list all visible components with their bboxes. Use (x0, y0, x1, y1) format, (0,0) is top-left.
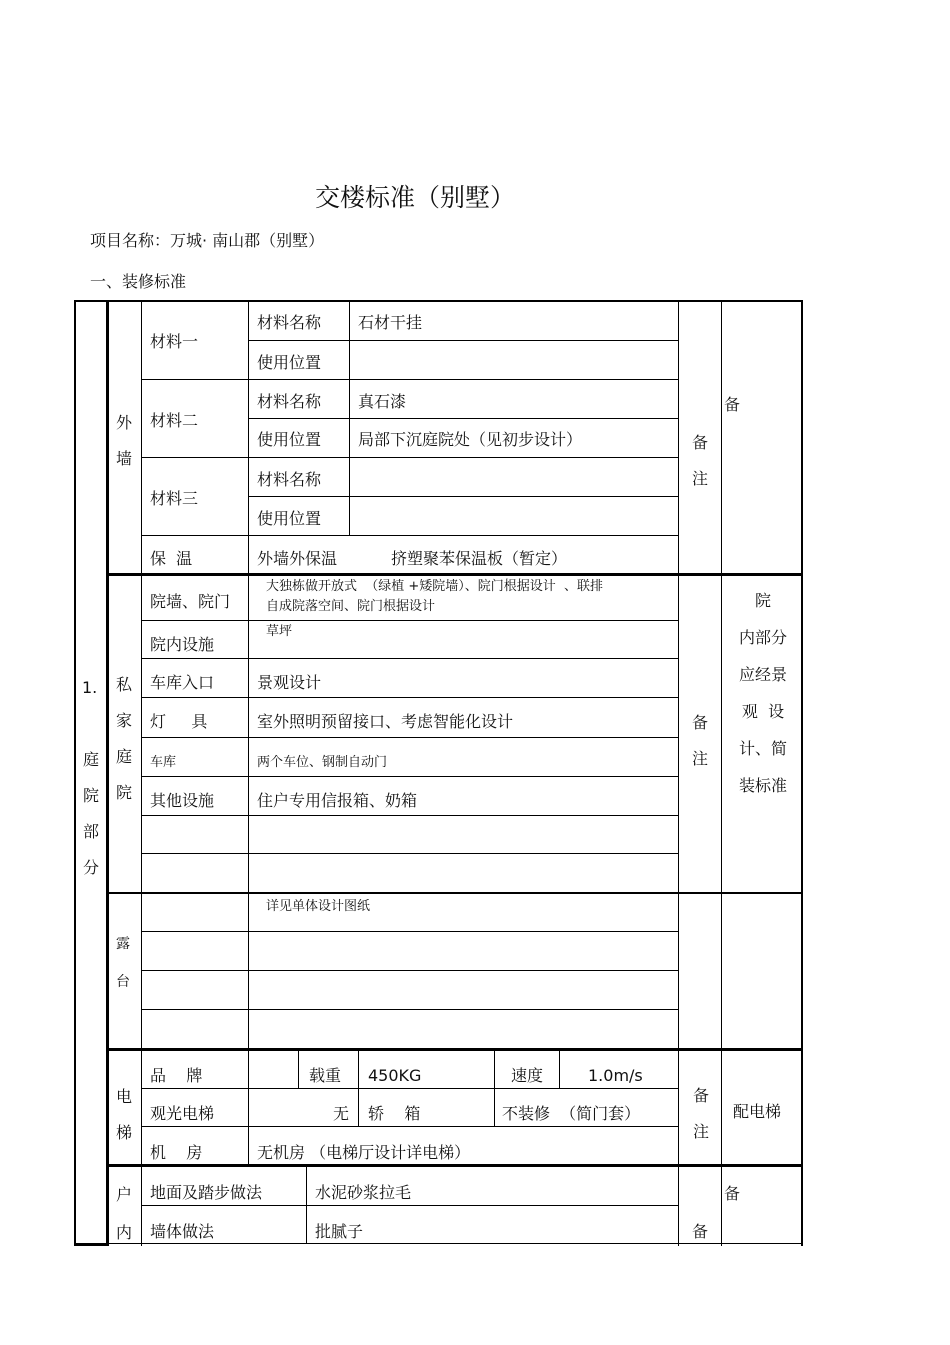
garden-wall-gate-text-1: 大独栋做开放式 （绿植 +矮院墙）、院门根据设计 、联排 (266, 579, 604, 594)
machine-room-value: 无机房 （电梯厅设计详电梯） (257, 1143, 471, 1162)
garage-text: 两个车位、钢制自动门 (257, 755, 388, 770)
terrace-text: 详见单体设计图纸 (266, 899, 371, 914)
private-garden-label: 私 家 庭 院 (115, 675, 132, 802)
garden-remark-label: 备 注 (691, 713, 708, 768)
insulation-type: 外墙外保温 (257, 549, 338, 568)
elevator-remark-text: 配电梯 (733, 1102, 782, 1121)
wall-remark-label: 备 注 (691, 433, 708, 488)
sightseeing-elevator-value: 无 (333, 1104, 350, 1123)
elevator-load-value: 450KG (368, 1066, 422, 1085)
material-2-label: 材料二 (150, 411, 199, 430)
garden-remark-text: 院 内部分 应经景 观 设 计、简 装标准 (738, 591, 787, 795)
elevator-car-label: 轿 箱 (368, 1104, 421, 1123)
garden-wall-gate-label: 院墙、院门 (150, 592, 231, 611)
indoor-remark-label: 备 (692, 1222, 709, 1241)
lighting-text: 室外照明预留接口、考虑智能化设计 (257, 712, 514, 731)
wall-method-label: 墙体做法 (150, 1222, 215, 1241)
section-heading: 一、装修标准 (90, 272, 187, 291)
material-3-position-label: 使用位置 (257, 509, 322, 528)
part-number: 1. (82, 678, 98, 697)
exterior-wall-label: 外 墙 (115, 413, 132, 468)
indoor-label: 户 内 (115, 1185, 132, 1242)
material-1-label: 材料一 (150, 332, 199, 351)
other-facility-label: 其他设施 (150, 791, 215, 810)
project-name: 项目名称：万城· 南山郡（别墅） (90, 231, 325, 250)
insulation-label: 保 温 (150, 549, 193, 568)
elevator-speed-label: 速度 (511, 1066, 544, 1085)
elevator-label: 电 梯 (115, 1087, 132, 1142)
lighting-label: 灯 具 (150, 712, 208, 731)
elevator-load-label: 载重 (309, 1066, 342, 1085)
machine-room-label: 机 房 (150, 1143, 203, 1162)
elevator-car-value: 不装修 （简门套） (502, 1104, 641, 1123)
garden-facility-text: 草坪 (266, 624, 293, 639)
part-name: 庭 院 部 分 (82, 750, 99, 877)
floor-method-text: 水泥砂浆拉毛 (315, 1183, 412, 1202)
wall-remark-text: 备 (724, 395, 741, 414)
material-2-name-value: 真石漆 (358, 392, 407, 411)
garage-entrance-label: 车库入口 (150, 673, 215, 692)
indoor-remark-text: 备 (724, 1184, 741, 1203)
garage-label: 车库 (150, 755, 177, 770)
elevator-speed-value: 1.0m/s (588, 1066, 643, 1085)
material-3-label: 材料三 (150, 489, 199, 508)
insulation-material: 挤塑聚苯保温板（暂定） (391, 549, 568, 568)
material-1-position-label: 使用位置 (257, 353, 322, 372)
elevator-brand-label: 品 牌 (150, 1066, 203, 1085)
material-1-name-label: 材料名称 (257, 313, 322, 332)
other-facility-text: 住户专用信报箱、奶箱 (257, 791, 418, 810)
wall-method-text: 批腻子 (315, 1222, 364, 1241)
material-1-name-value: 石材干挂 (358, 313, 423, 332)
terrace-label: 露 台 (116, 936, 130, 990)
garden-facility-label: 院内设施 (150, 635, 215, 654)
floor-method-label: 地面及踏步做法 (150, 1183, 263, 1202)
material-3-name-label: 材料名称 (257, 470, 322, 489)
material-2-position-value: 局部下沉庭院处（见初步设计） (358, 430, 583, 449)
garden-wall-gate-text-2: 自成院落空间、院门根据设计 (266, 599, 436, 614)
sightseeing-elevator-label: 观光电梯 (150, 1104, 215, 1123)
garage-entrance-text: 景观设计 (257, 673, 322, 692)
material-2-name-label: 材料名称 (257, 392, 322, 411)
material-2-position-label: 使用位置 (257, 430, 322, 449)
elevator-remark-label: 备 注 (692, 1086, 709, 1141)
document-title: 交楼标准（别墅） (314, 183, 515, 212)
